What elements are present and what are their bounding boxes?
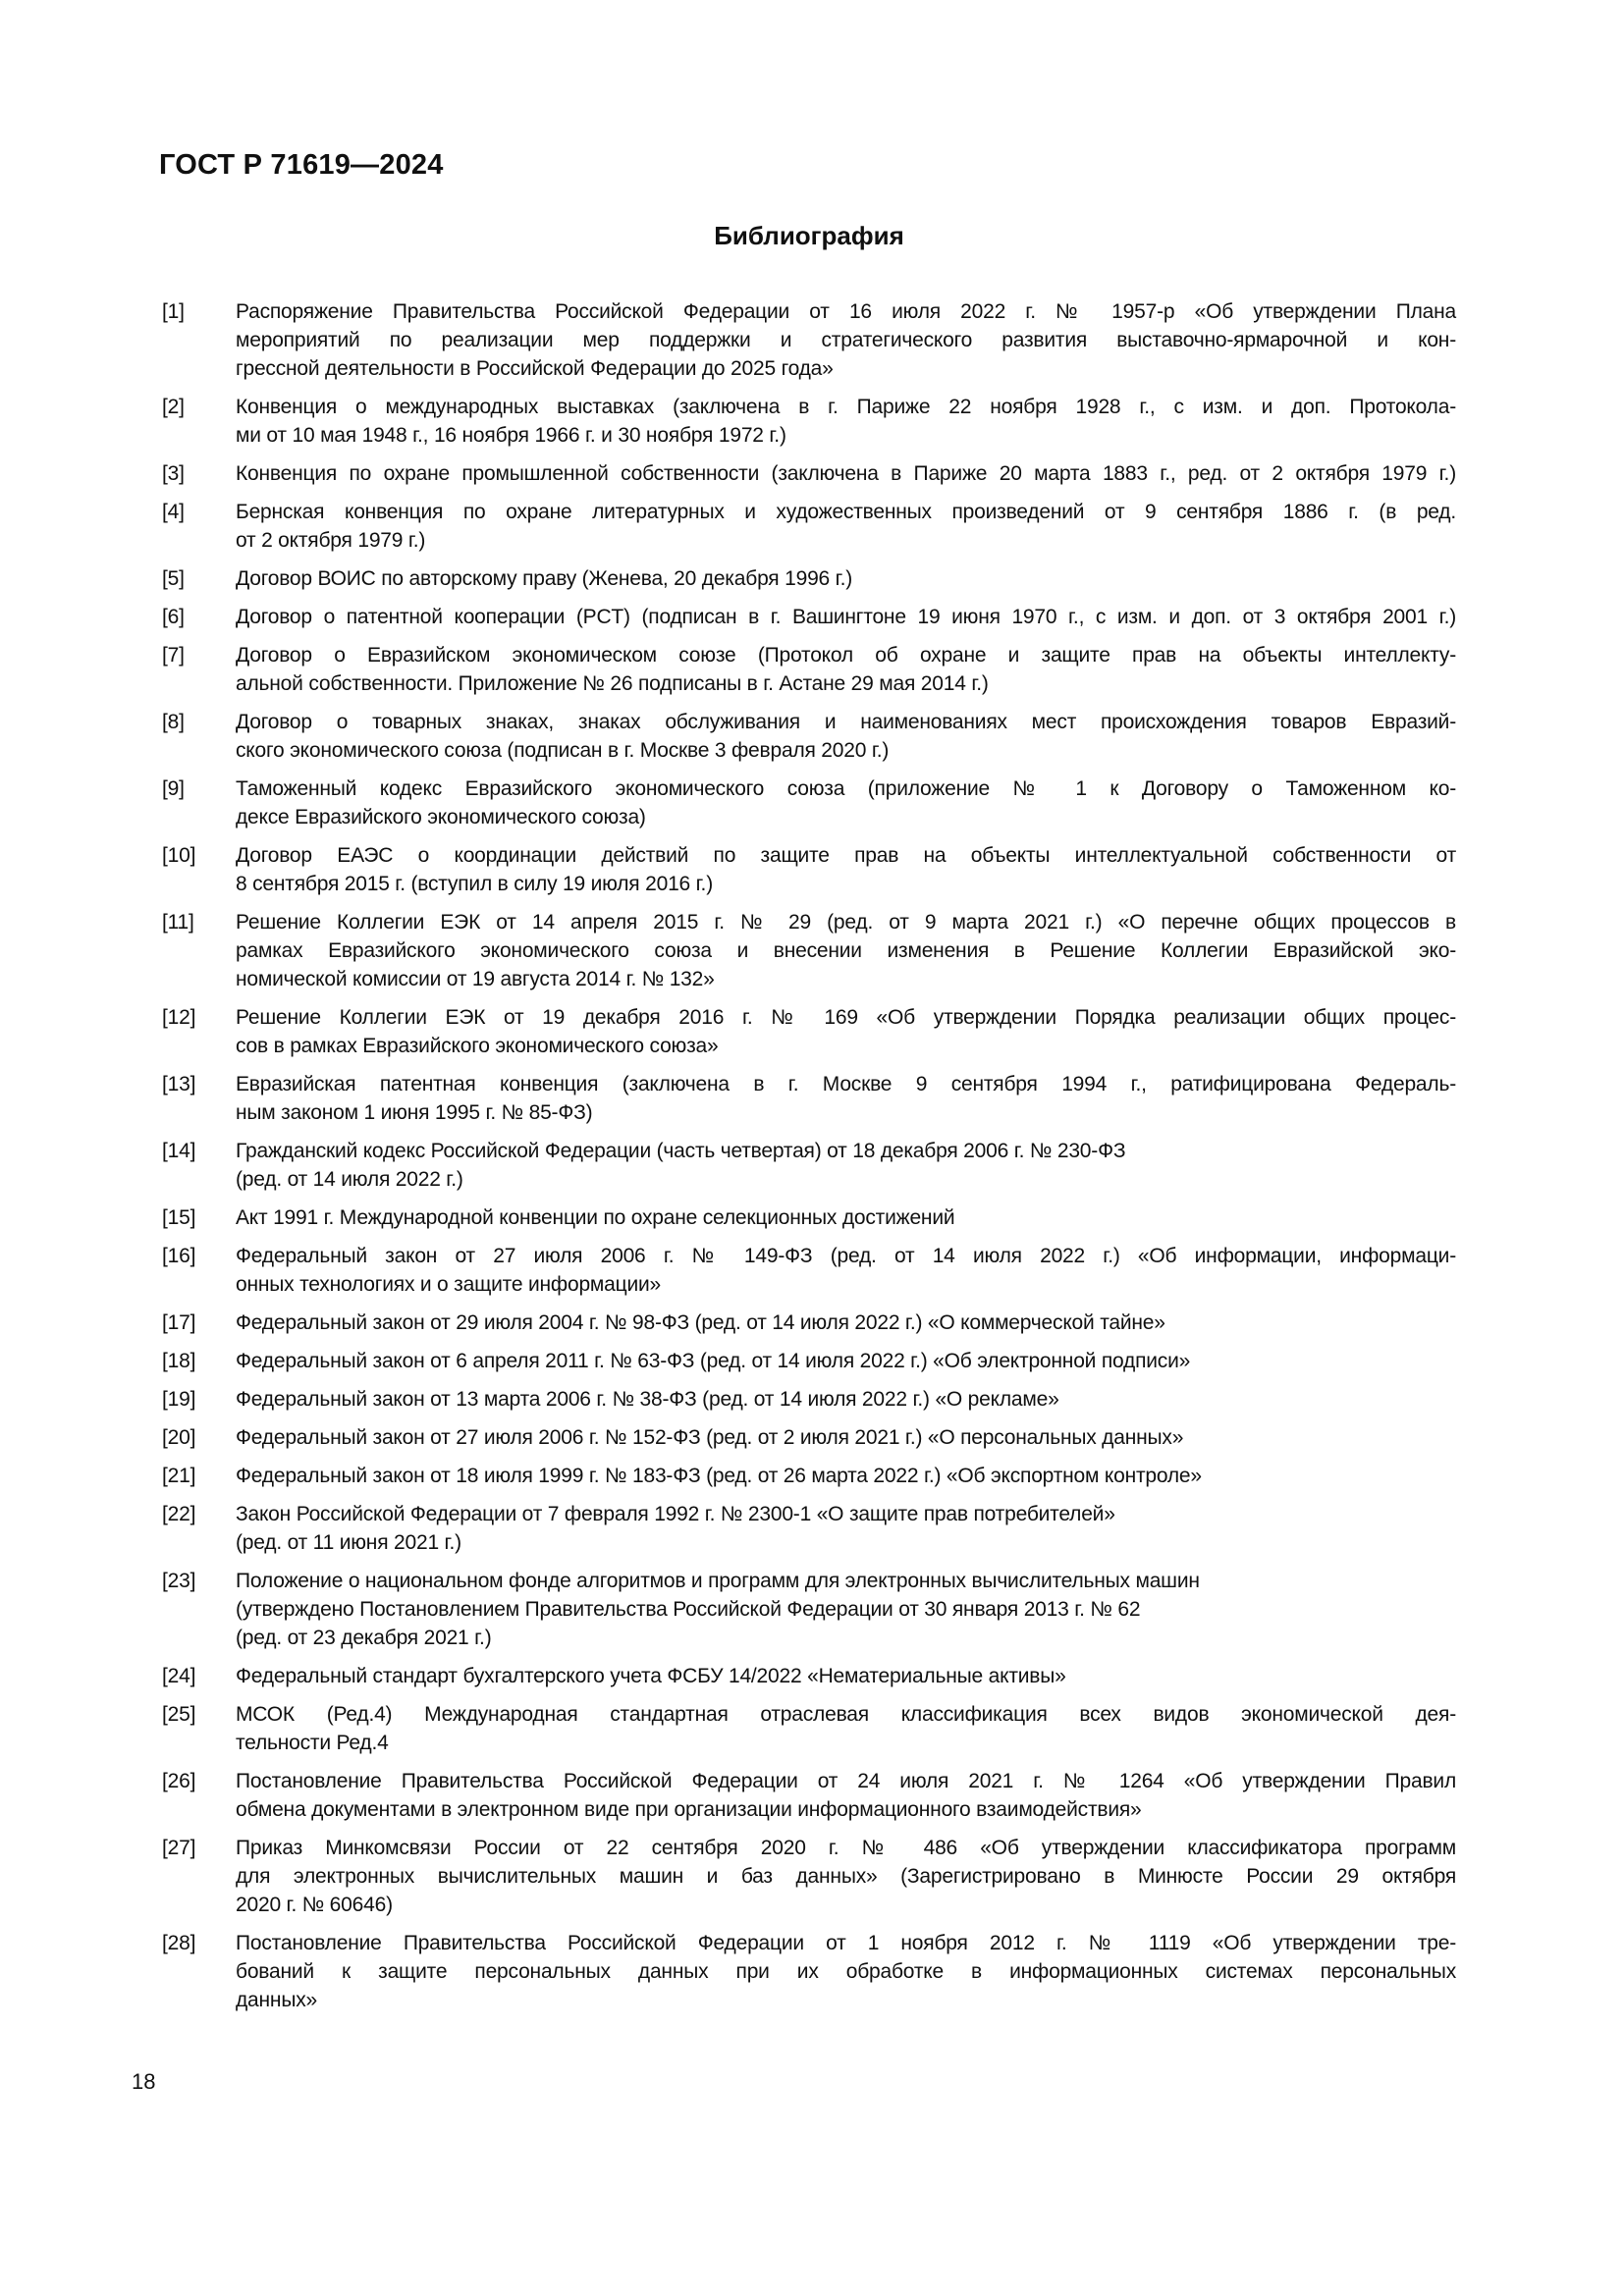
bibliography-item [162,564,1456,593]
reference-line: Федеральный закон от 6 апреля 2011 г. № 63-ФЗ (ред. от 14 июля 2022 г.) «Об электронной подписи» [236,1350,1191,1372]
reference-number: [25] [162,1703,196,1726]
reference-line: Гражданский кодекс Российской Федерации (часть четвертая) от 18 декабря 2006 г. № 230-ФЗ [236,1140,1126,1162]
reference-line: 8 сентября 2015 г. (вступил в силу 19 июля 2016 г.) [236,873,713,895]
reference-number: [17] [162,1311,196,1334]
reference-text [236,603,1456,631]
bibliography-item [162,1834,1456,1919]
bibliography-item [162,1003,1456,1060]
reference-number: [12] [162,1006,196,1029]
reference-line: для электронных вычислительных машин и баз данных» (Зарегистрировано в Минюсте России 29 октября [236,1865,1456,1888]
reference-text [236,708,1456,765]
document-header: ГОСТ Р 71619—2024 [159,149,444,181]
bibliography-item [162,297,1456,383]
reference-text [236,1308,1456,1337]
reference-number: [14] [162,1140,196,1162]
reference-line: Положение о национальном фонде алгоритмов и программ для электронных вычислительных машин [236,1570,1200,1592]
bibliography-list [162,297,1456,2024]
reference-number: [3] [162,462,185,485]
reference-line: (ред. от 14 июля 2022 г.) [236,1168,463,1191]
reference-line: Решение Коллегии ЕЭК от 19 декабря 2016 г. № 169 «Об утверждении Порядка реализации общих процес- [236,1006,1456,1029]
bibliography-item [162,1462,1456,1490]
reference-text [236,1385,1456,1414]
bibliography-item [162,603,1456,631]
bibliography-item [162,1767,1456,1824]
bibliography-item [162,708,1456,765]
reference-line: Таможенный кодекс Евразийского экономического союза (приложение № 1 к Договору о Таможенном ко- [236,777,1456,800]
reference-number: [22] [162,1503,196,1525]
reference-line: Договор о Евразийском экономическом союзе (Протокол об охране и защите прав на объекты интеллекту- [236,644,1456,667]
reference-text [236,1567,1456,1652]
reference-text [236,1834,1456,1919]
reference-text [236,297,1456,383]
reference-line: мероприятий по реализации мер поддержки и стратегического развития выставочно-ярмарочной и кон- [236,329,1456,351]
reference-line: ского экономического союза (подписан в г. Москве 3 февраля 2020 г.) [236,739,890,762]
reference-line: онных технологиях и о защите информации» [236,1273,662,1296]
reference-line: Федеральный закон от 27 июля 2006 г. № 152-ФЗ (ред. от 2 июля 2021 г.) «О персональных данных» [236,1426,1184,1449]
reference-number: [18] [162,1350,196,1372]
reference-text [236,1767,1456,1824]
reference-text [236,1700,1456,1757]
reference-line: от 2 октября 1979 г.) [236,529,426,552]
reference-text [236,1662,1456,1690]
reference-text [236,393,1456,450]
reference-line: Федеральный стандарт бухгалтерского учета ФСБУ 14/2022 «Нематериальные активы» [236,1665,1066,1687]
reference-text [236,498,1456,555]
reference-number: [4] [162,501,185,523]
bibliography-item [162,1423,1456,1452]
bibliography-item [162,1347,1456,1375]
reference-number: [19] [162,1388,196,1411]
bibliography-item [162,393,1456,450]
reference-number: [15] [162,1206,196,1229]
reference-line: МСОК (Ред.4) Международная стандартная отраслевая классификация всех видов экономической дея- [236,1703,1456,1726]
reference-number: [21] [162,1465,196,1487]
reference-line: Договор ВОИС по авторскому праву (Женева, 20 декабря 1996 г.) [236,567,852,590]
reference-text [236,1462,1456,1490]
bibliography-item [162,459,1456,488]
reference-line: номической комиссии от 19 августа 2014 г. № 132» [236,968,715,990]
bibliography-item [162,498,1456,555]
reference-number: [16] [162,1245,196,1267]
reference-line: (ред. от 23 декабря 2021 г.) [236,1627,492,1649]
reference-line: альной собственности. Приложение № 26 подписаны в г. Астане 29 мая 2014 г.) [236,672,989,695]
bibliography-item [162,1700,1456,1757]
reference-line: обмена документами в электронном виде при организации информационного взаимодействия» [236,1798,1142,1821]
reference-number: [23] [162,1570,196,1592]
reference-line: Акт 1991 г. Международной конвенции по охране селекционных достижений [236,1206,955,1229]
reference-line: тельности Ред.4 [236,1732,389,1754]
reference-number: [10] [162,844,196,867]
reference-number: [5] [162,567,185,590]
reference-line: грессной деятельности в Российской Федерации до 2025 года» [236,357,834,380]
reference-text [236,1137,1456,1194]
reference-line: данных» [236,1989,317,2011]
bibliography-item [162,1567,1456,1652]
reference-number: [11] [162,911,194,934]
reference-number: [9] [162,777,185,800]
bibliography-item [162,1929,1456,2014]
bibliography-item [162,841,1456,898]
bibliography-item [162,1500,1456,1557]
reference-text [236,564,1456,593]
reference-line: Федеральный закон от 27 июля 2006 г. № 149-ФЗ (ред. от 14 июля 2022 г.) «Об информации, информаци- [236,1245,1456,1267]
reference-line: ми от 10 мая 1948 г., 16 ноября 1966 г. и 30 ноября 1972 г.) [236,424,786,447]
reference-line: Федеральный закон от 29 июля 2004 г. № 98-ФЗ (ред. от 14 июля 2022 г.) «О коммерческой тайне» [236,1311,1165,1334]
bibliography-item [162,1308,1456,1337]
bibliography-item [162,1070,1456,1127]
reference-number: [8] [162,711,185,733]
reference-line: Евразийская патентная конвенция (заключена в г. Москве 9 сентября 1994 г., ратифицирована Федераль- [236,1073,1456,1095]
reference-text [236,1203,1456,1232]
reference-line: (ред. от 11 июня 2021 г.) [236,1531,461,1554]
reference-line: ным законом 1 июня 1995 г. № 85-ФЗ) [236,1101,593,1124]
bibliography-item [162,1203,1456,1232]
reference-number: [13] [162,1073,196,1095]
reference-line: Закон Российской Федерации от 7 февраля 1992 г. № 2300-1 «О защите прав потребителей» [236,1503,1115,1525]
reference-line: Приказ Минкомсвязи России от 22 сентября 2020 г. № 486 «Об утверждении классификатора программ [236,1837,1456,1859]
page-number: 18 [132,2069,156,2094]
reference-line: Конвенция по охране промышленной собственности (заключена в Париже 20 марта 1883 г., ред. от 2 октября 1979 г.) [236,462,1456,485]
reference-text [236,641,1456,698]
reference-line: дексе Евразийского экономического союза) [236,806,646,828]
bibliography-item [162,1662,1456,1690]
reference-line: Договор о патентной кооперации (PCT) (подписан в г. Вашингтоне 19 июня 1970 г., с изм. и доп. от 3 октября 2001 г.) [236,606,1456,628]
reference-text [236,1423,1456,1452]
reference-line: сов в рамках Евразийского экономического союза» [236,1035,719,1057]
bibliography-item [162,641,1456,698]
reference-line: Постановление Правительства Российской Федерации от 24 июля 2021 г. № 1264 «Об утверждении Правил [236,1770,1456,1792]
bibliography-item [162,1137,1456,1194]
reference-number: [7] [162,644,185,667]
bibliography-item [162,774,1456,831]
reference-text [236,459,1456,488]
reference-line: Конвенция о международных выставках (заключена в г. Париже 22 ноября 1928 г., с изм. и доп. Протокола- [236,396,1456,418]
reference-number: [28] [162,1932,196,1954]
reference-number: [2] [162,396,185,418]
reference-line: Бернская конвенция по охране литературных и художественных произведений от 9 сентября 1886 г. (в ред. [236,501,1456,523]
reference-number: [27] [162,1837,196,1859]
reference-line: (утверждено Постановлением Правительства Российской Федерации от 30 января 2013 г. № 62 [236,1598,1141,1621]
reference-text [236,1003,1456,1060]
reference-line: 2020 г. № 60646) [236,1894,393,1916]
reference-text [236,1347,1456,1375]
reference-number: [1] [162,300,185,323]
reference-line: Договор о товарных знаках, знаках обслуживания и наименованиях мест происхождения товаров Евразий- [236,711,1456,733]
reference-number: [20] [162,1426,196,1449]
reference-text [236,841,1456,898]
reference-text [236,1070,1456,1127]
reference-text [236,774,1456,831]
bibliography-item [162,908,1456,993]
reference-line: рамках Евразийского экономического союза и внесении изменения в Решение Коллегии Евразийской эко- [236,939,1456,962]
reference-number: [26] [162,1770,196,1792]
reference-text [236,908,1456,993]
reference-number: [6] [162,606,185,628]
reference-line: Договор ЕАЭС о координации действий по защите прав на объекты интеллектуальной собственности от [236,844,1456,867]
reference-number: [24] [162,1665,196,1687]
page-title: Библиография [714,221,904,250]
reference-line: Федеральный закон от 13 марта 2006 г. № 38-ФЗ (ред. от 14 июля 2022 г.) «О рекламе» [236,1388,1059,1411]
bibliography-item [162,1385,1456,1414]
reference-text [236,1242,1456,1299]
reference-text [236,1929,1456,2014]
reference-line: Постановление Правительства Российской Федерации от 1 ноября 2012 г. № 1119 «Об утверждении тре- [236,1932,1456,1954]
reference-line: Федеральный закон от 18 июля 1999 г. № 183-ФЗ (ред. от 26 марта 2022 г.) «Об экспортном контроле» [236,1465,1202,1487]
bibliography-item [162,1242,1456,1299]
reference-text [236,1500,1456,1557]
reference-line: Распоряжение Правительства Российской Федерации от 16 июля 2022 г. № 1957-р «Об утверждении Плана [236,300,1456,323]
reference-line: Решение Коллегии ЕЭК от 14 апреля 2015 г. № 29 (ред. от 9 марта 2021 г.) «О перечне общих процессов в [236,911,1456,934]
reference-line: бований к защите персональных данных при их обработке в информационных системах персональных [236,1960,1456,1983]
